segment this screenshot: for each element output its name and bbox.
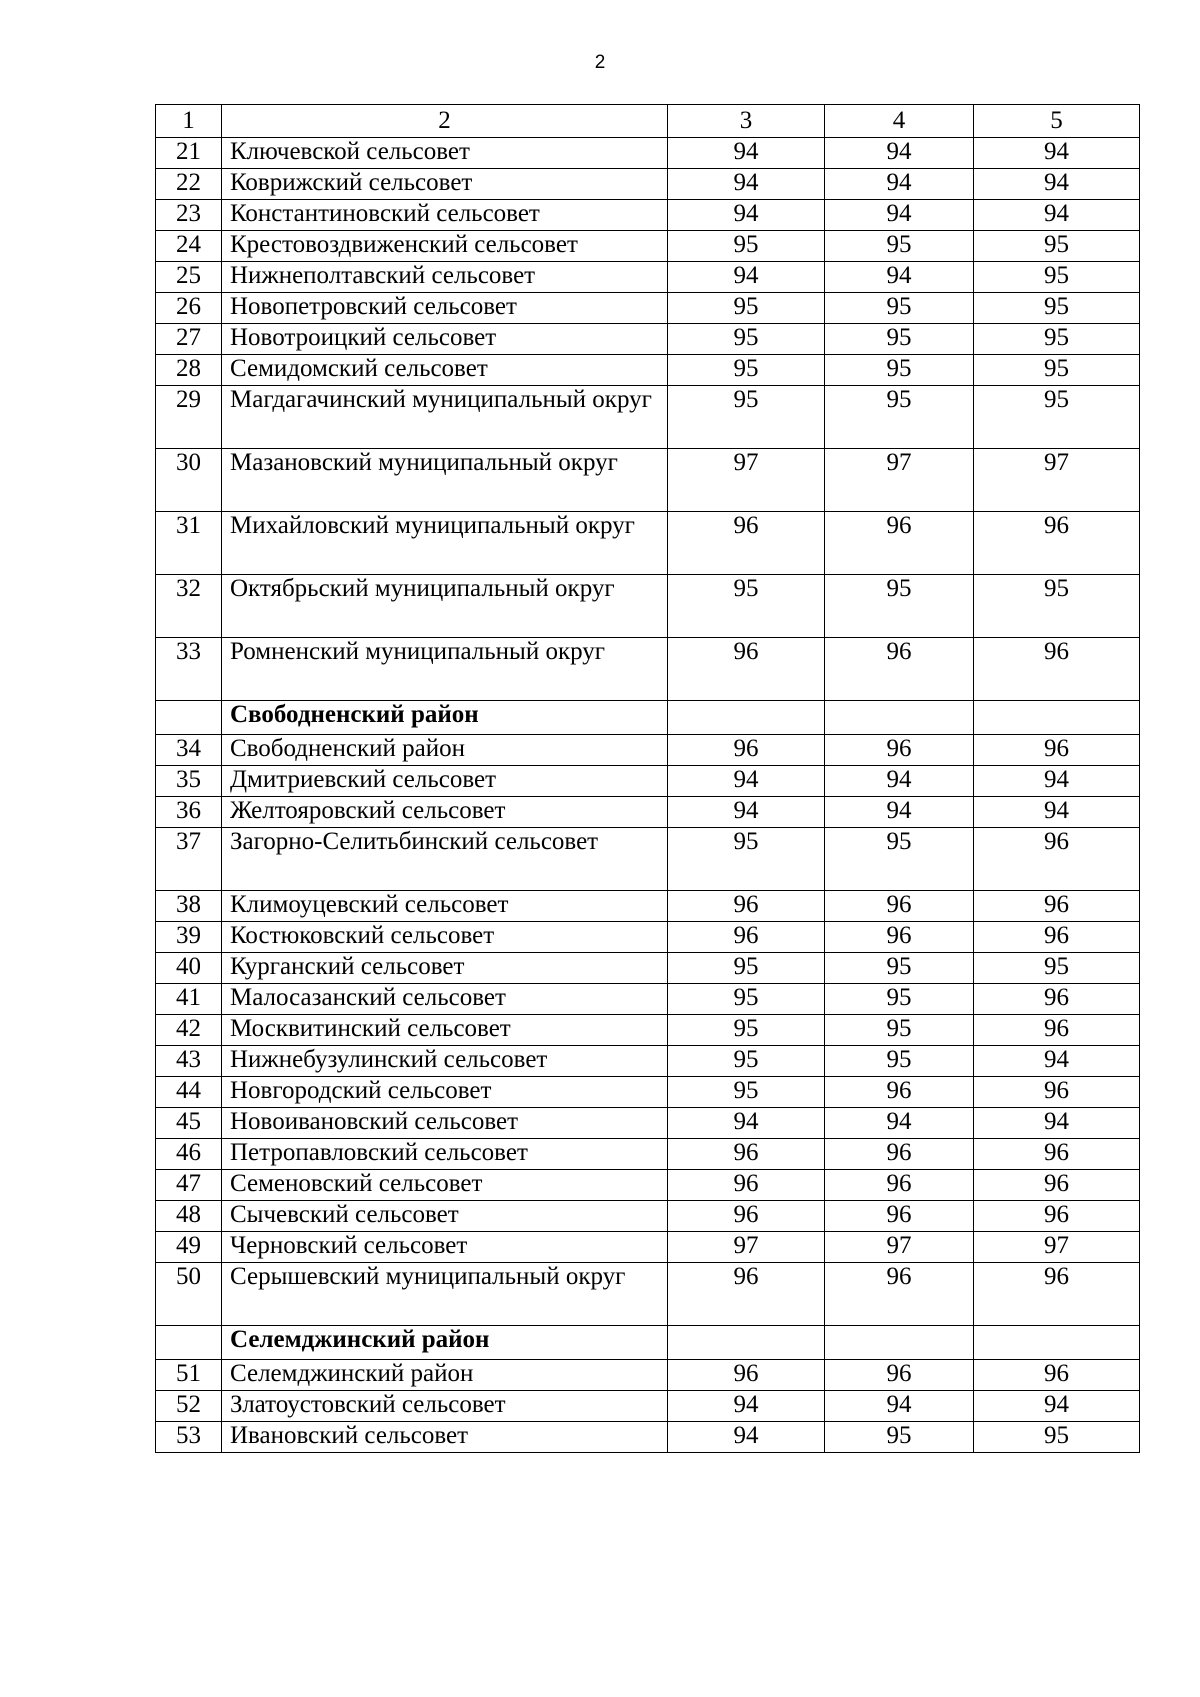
row-number: 44 [156, 1077, 222, 1108]
value-col-4: 96 [825, 735, 974, 766]
row-name: Петропавловский сельсовет [222, 1139, 668, 1170]
value-col-3: 95 [668, 953, 825, 984]
value-col-3: 94 [668, 1108, 825, 1139]
row-name: Сычевский сельсовет [222, 1201, 668, 1232]
value-col-4: 96 [825, 1263, 974, 1326]
value-col-5: 94 [974, 1108, 1140, 1139]
table-row [156, 797, 1140, 828]
row-name: Крестовоздвиженский сельсовет [222, 231, 668, 262]
value-col-4: 96 [825, 922, 974, 953]
row-number: 24 [156, 231, 222, 262]
value-col-5: 96 [974, 1360, 1140, 1391]
value-col-3: 96 [668, 1139, 825, 1170]
table-row [156, 386, 1140, 449]
table-row [156, 324, 1140, 355]
value-col-5: 95 [974, 1422, 1140, 1453]
row-number: 29 [156, 386, 222, 449]
value-col-3: 94 [668, 262, 825, 293]
row-name: Костюковский сельсовет [222, 922, 668, 953]
table-row [156, 638, 1140, 701]
value-col-4: 94 [825, 200, 974, 231]
section-num-cell [156, 701, 222, 735]
value-col-4: 95 [825, 828, 974, 891]
table-row [156, 891, 1140, 922]
value-col-3: 97 [668, 1232, 825, 1263]
value-col-4: 94 [825, 138, 974, 169]
value-col-5: 94 [974, 766, 1140, 797]
row-name: Мазановский муниципальный округ [222, 449, 668, 512]
row-name: Магдагачинский муниципальный округ [222, 386, 668, 449]
table-row [156, 575, 1140, 638]
value-col-3: 95 [668, 1046, 825, 1077]
value-col-4: 97 [825, 1232, 974, 1263]
value-col-4: 94 [825, 262, 974, 293]
value-col-5: 95 [974, 262, 1140, 293]
row-name: Новгородский сельсовет [222, 1077, 668, 1108]
value-col-5: 96 [974, 735, 1140, 766]
value-col-5: 96 [974, 638, 1140, 701]
value-col-3: 94 [668, 797, 825, 828]
section-empty-cell [825, 701, 974, 735]
value-col-5: 95 [974, 231, 1140, 262]
row-name: Нижнеполтавский сельсовет [222, 262, 668, 293]
value-col-4: 96 [825, 1139, 974, 1170]
section-row [156, 1326, 1140, 1360]
value-col-5: 96 [974, 984, 1140, 1015]
row-number: 28 [156, 355, 222, 386]
value-col-5: 94 [974, 138, 1140, 169]
value-col-3: 95 [668, 575, 825, 638]
row-number: 42 [156, 1015, 222, 1046]
value-col-4: 95 [825, 324, 974, 355]
section-num-cell [156, 1326, 222, 1360]
value-col-5: 96 [974, 828, 1140, 891]
table-row [156, 355, 1140, 386]
value-col-5: 96 [974, 1139, 1140, 1170]
row-number: 50 [156, 1263, 222, 1326]
row-name: Новоивановский сельсовет [222, 1108, 668, 1139]
value-col-5: 96 [974, 512, 1140, 575]
value-col-3: 95 [668, 1015, 825, 1046]
column-header-5: 5 [974, 105, 1140, 138]
value-col-3: 96 [668, 1263, 825, 1326]
value-col-4: 97 [825, 449, 974, 512]
row-name: Октябрьский муниципальный округ [222, 575, 668, 638]
table-row [156, 1391, 1140, 1422]
value-col-4: 96 [825, 1170, 974, 1201]
table-row [156, 953, 1140, 984]
value-col-4: 96 [825, 638, 974, 701]
value-col-5: 96 [974, 891, 1140, 922]
table-row [156, 169, 1140, 200]
row-number: 49 [156, 1232, 222, 1263]
table-row [156, 1263, 1140, 1326]
row-name: Новопетровский сельсовет [222, 293, 668, 324]
table-row [156, 766, 1140, 797]
table-row [156, 1108, 1140, 1139]
row-name: Новотроицкий сельсовет [222, 324, 668, 355]
column-header-3: 3 [668, 105, 825, 138]
table-row [156, 1046, 1140, 1077]
value-col-4: 95 [825, 1422, 974, 1453]
table-row [156, 1201, 1140, 1232]
value-col-3: 96 [668, 1170, 825, 1201]
value-col-3: 95 [668, 386, 825, 449]
value-col-4: 96 [825, 891, 974, 922]
value-col-5: 94 [974, 797, 1140, 828]
row-name: Курганский сельсовет [222, 953, 668, 984]
value-col-5: 94 [974, 1046, 1140, 1077]
row-number: 48 [156, 1201, 222, 1232]
value-col-4: 94 [825, 169, 974, 200]
value-col-4: 94 [825, 797, 974, 828]
row-number: 45 [156, 1108, 222, 1139]
value-col-3: 96 [668, 891, 825, 922]
row-name: Желтояровский сельсовет [222, 797, 668, 828]
row-number: 40 [156, 953, 222, 984]
value-col-3: 95 [668, 984, 825, 1015]
value-col-4: 95 [825, 575, 974, 638]
row-name: Серышевский муниципальный округ [222, 1263, 668, 1326]
table-body [156, 138, 1140, 1453]
table-row [156, 984, 1140, 1015]
value-col-3: 94 [668, 1422, 825, 1453]
row-name: Загорно-Селитьбинский сельсовет [222, 828, 668, 891]
row-number: 47 [156, 1170, 222, 1201]
value-col-3: 95 [668, 231, 825, 262]
row-number: 25 [156, 262, 222, 293]
row-name: Нижнебузулинский сельсовет [222, 1046, 668, 1077]
section-empty-cell [668, 701, 825, 735]
value-col-5: 96 [974, 1170, 1140, 1201]
value-col-5: 96 [974, 1201, 1140, 1232]
table-row [156, 200, 1140, 231]
row-name: Константиновский сельсовет [222, 200, 668, 231]
row-number: 23 [156, 200, 222, 231]
row-name: Семидомский сельсовет [222, 355, 668, 386]
row-name: Михайловский муниципальный округ [222, 512, 668, 575]
value-col-3: 95 [668, 355, 825, 386]
table-row [156, 449, 1140, 512]
row-number: 26 [156, 293, 222, 324]
row-number: 30 [156, 449, 222, 512]
value-col-5: 95 [974, 575, 1140, 638]
value-col-4: 96 [825, 1360, 974, 1391]
row-name: Москвитинский сельсовет [222, 1015, 668, 1046]
row-name: Ивановский сельсовет [222, 1422, 668, 1453]
value-col-4: 94 [825, 1391, 974, 1422]
value-col-3: 95 [668, 324, 825, 355]
row-number: 21 [156, 138, 222, 169]
value-col-3: 95 [668, 293, 825, 324]
value-col-5: 95 [974, 324, 1140, 355]
value-col-3: 96 [668, 922, 825, 953]
column-header-4: 4 [825, 105, 974, 138]
column-header-1: 1 [156, 105, 222, 138]
value-col-4: 95 [825, 231, 974, 262]
table-row [156, 138, 1140, 169]
value-col-3: 94 [668, 169, 825, 200]
row-number: 43 [156, 1046, 222, 1077]
section-empty-cell [668, 1326, 825, 1360]
section-empty-cell [974, 1326, 1140, 1360]
table-row [156, 1422, 1140, 1453]
row-name: Ключевской сельсовет [222, 138, 668, 169]
row-name: Коврижский сельсовет [222, 169, 668, 200]
section-title: Селемджинский район [222, 1326, 668, 1360]
value-col-4: 94 [825, 1108, 974, 1139]
value-col-4: 95 [825, 293, 974, 324]
row-number: 36 [156, 797, 222, 828]
table-row [156, 1170, 1140, 1201]
row-name: Ромненский муниципальный округ [222, 638, 668, 701]
value-col-5: 97 [974, 449, 1140, 512]
value-col-3: 96 [668, 638, 825, 701]
row-number: 31 [156, 512, 222, 575]
table-row [156, 1139, 1140, 1170]
value-col-4: 95 [825, 953, 974, 984]
row-name: Малосазанский сельсовет [222, 984, 668, 1015]
value-col-4: 95 [825, 386, 974, 449]
value-col-5: 96 [974, 922, 1140, 953]
row-name: Семеновский сельсовет [222, 1170, 668, 1201]
value-col-4: 96 [825, 1201, 974, 1232]
value-col-3: 95 [668, 1077, 825, 1108]
value-col-4: 95 [825, 1015, 974, 1046]
value-col-3: 94 [668, 138, 825, 169]
table-row [156, 262, 1140, 293]
value-col-5: 94 [974, 169, 1140, 200]
table-row [156, 1360, 1140, 1391]
value-col-3: 94 [668, 1391, 825, 1422]
value-col-4: 95 [825, 355, 974, 386]
row-number: 22 [156, 169, 222, 200]
column-header-2: 2 [222, 105, 668, 138]
data-table [155, 104, 1140, 1453]
value-col-4: 95 [825, 984, 974, 1015]
value-col-3: 94 [668, 200, 825, 231]
row-number: 37 [156, 828, 222, 891]
value-col-4: 96 [825, 512, 974, 575]
value-col-5: 95 [974, 953, 1140, 984]
value-col-5: 96 [974, 1077, 1140, 1108]
value-col-4: 95 [825, 1046, 974, 1077]
value-col-5: 96 [974, 1263, 1140, 1326]
value-col-3: 95 [668, 828, 825, 891]
value-col-5: 97 [974, 1232, 1140, 1263]
row-name: Селемджинский район [222, 1360, 668, 1391]
table-row [156, 231, 1140, 262]
row-number: 35 [156, 766, 222, 797]
row-number: 46 [156, 1139, 222, 1170]
table-row [156, 1232, 1140, 1263]
row-name: Климоуцевский сельсовет [222, 891, 668, 922]
table-row [156, 1015, 1140, 1046]
row-number: 53 [156, 1422, 222, 1453]
row-number: 51 [156, 1360, 222, 1391]
table-row [156, 512, 1140, 575]
table-header [156, 105, 1140, 138]
row-name: Черновский сельсовет [222, 1232, 668, 1263]
value-col-4: 94 [825, 766, 974, 797]
value-col-4: 96 [825, 1077, 974, 1108]
value-col-3: 96 [668, 735, 825, 766]
row-number: 52 [156, 1391, 222, 1422]
header-row [156, 105, 1140, 138]
row-number: 32 [156, 575, 222, 638]
section-empty-cell [974, 701, 1140, 735]
value-col-3: 97 [668, 449, 825, 512]
value-col-5: 94 [974, 200, 1140, 231]
page-number: 2 [594, 52, 606, 73]
table-row [156, 828, 1140, 891]
row-name: Свободненский район [222, 735, 668, 766]
value-col-5: 95 [974, 386, 1140, 449]
table-row [156, 735, 1140, 766]
row-number: 38 [156, 891, 222, 922]
table-row [156, 293, 1140, 324]
row-number: 27 [156, 324, 222, 355]
row-number: 34 [156, 735, 222, 766]
section-empty-cell [825, 1326, 974, 1360]
section-title: Свободненский район [222, 701, 668, 735]
section-row [156, 701, 1140, 735]
value-col-3: 96 [668, 1360, 825, 1391]
value-col-5: 95 [974, 293, 1140, 324]
value-col-5: 94 [974, 1391, 1140, 1422]
row-number: 39 [156, 922, 222, 953]
row-name: Златоустовский сельсовет [222, 1391, 668, 1422]
row-number: 41 [156, 984, 222, 1015]
value-col-3: 96 [668, 512, 825, 575]
value-col-3: 96 [668, 1201, 825, 1232]
table-row [156, 922, 1140, 953]
value-col-5: 95 [974, 355, 1140, 386]
value-col-3: 94 [668, 766, 825, 797]
row-name: Дмитриевский сельсовет [222, 766, 668, 797]
value-col-5: 96 [974, 1015, 1140, 1046]
row-number: 33 [156, 638, 222, 701]
table-row [156, 1077, 1140, 1108]
